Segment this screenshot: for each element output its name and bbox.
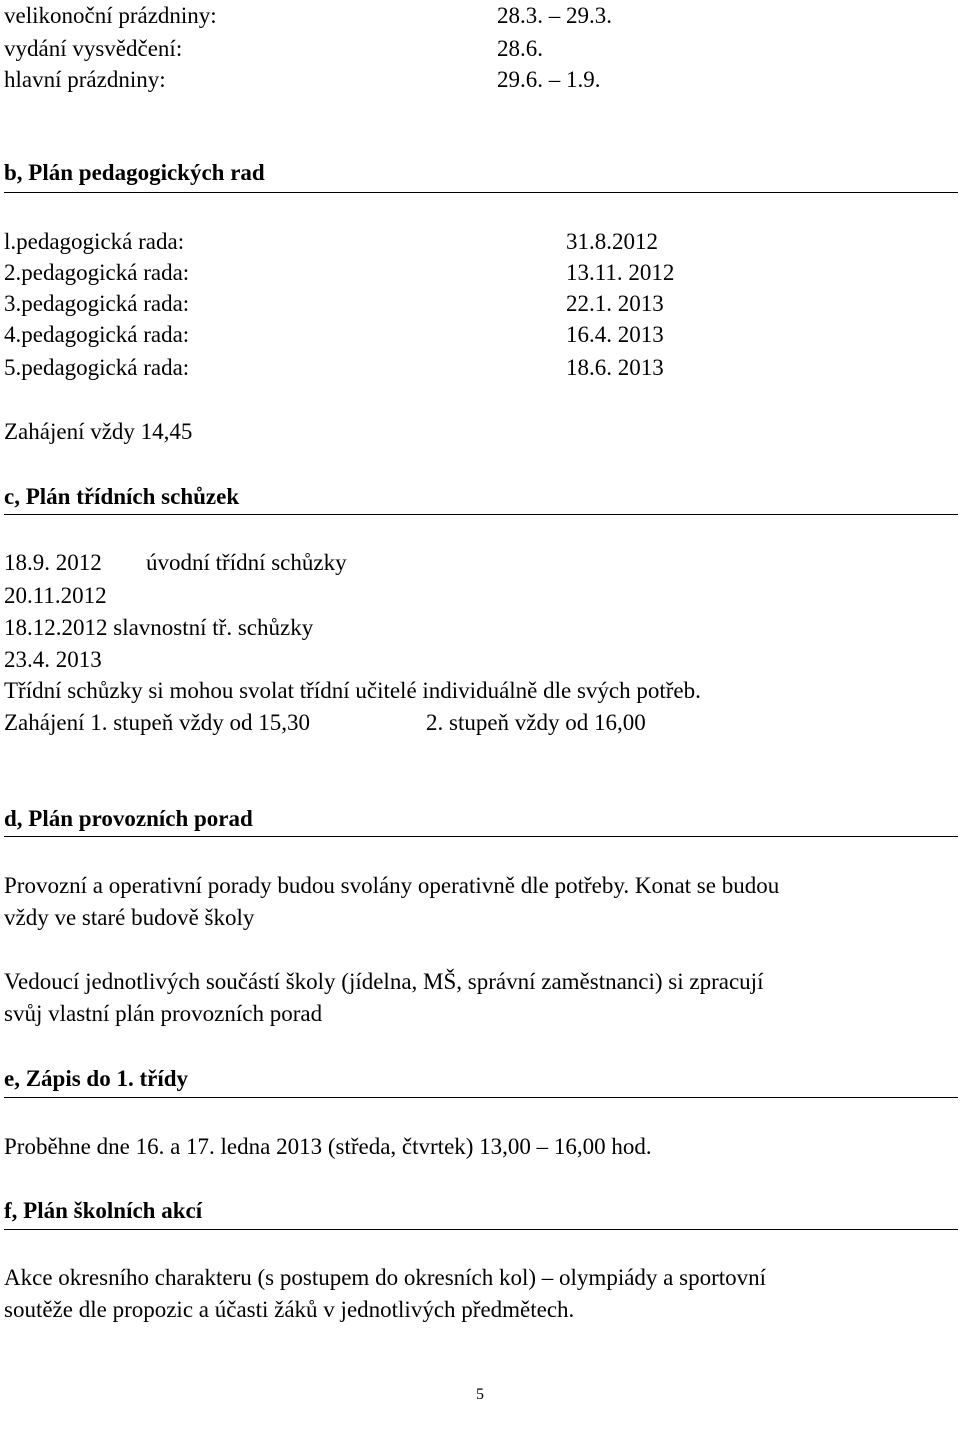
vacation-label-report: vydání vysvědčení: [4,36,183,61]
section-d-heading: d, Plán provozních porad [4,806,253,831]
vacation-label-summer: hlavní prázdniny: [4,67,166,92]
section-e-heading: e, Zápis do 1. třídy [4,1066,189,1091]
meeting-4: 23.4. 2013 [4,647,102,672]
ped-rada-3-date: 22.1. 2013 [566,291,664,316]
ped-rada-1-date: 31.8.2012 [566,229,658,254]
section-d-para2-line2: svůj vlastní plán provozních porad [4,1001,323,1026]
section-b-rule [4,192,958,193]
meeting-start-second: 2. stupeň vždy od 16,00 [426,710,646,735]
meeting-2: 20.11.2012 [4,583,107,608]
ped-rada-start-note: Zahájení vždy 14,45 [4,419,193,444]
section-e-text: Proběhne dne 16. a 17. ledna 2013 (středa, čtvrtek) 13,00 – 16,00 hod. [4,1134,652,1159]
ped-rada-2-label: 2.pedagogická rada: [4,260,190,285]
section-c-heading: c, Plán třídních schůzek [4,484,240,509]
meeting-start-first: Zahájení 1. stupeň vždy od 15,30 [4,710,310,735]
vacation-value-summer: 29.6. – 1.9. [497,67,601,92]
section-f-line2: soutěže dle propozic a účasti žáků v jednotlivých předmětech. [4,1297,575,1322]
ped-rada-3-label: 3.pedagogická rada: [4,291,190,316]
ped-rada-1-label: l.pedagogická rada: [4,229,185,254]
section-b-heading: b, Plán pedagogických rad [4,160,265,185]
meeting-note: Třídní schůzky si mohou svolat třídní učitelé individuálně dle svých potřeb. [4,678,701,703]
meeting-1-desc: úvodní třídní schůzky [146,550,347,575]
section-e-rule [4,1097,958,1098]
section-c-rule [4,514,958,515]
section-d-para1-line2: vždy ve staré budově školy [4,905,255,930]
vacation-label-easter: velikonoční prázdniny: [4,3,217,28]
section-f-rule [4,1229,958,1230]
vacation-value-easter: 28.3. – 29.3. [497,3,612,28]
ped-rada-4-label: 4.pedagogická rada: [4,322,190,347]
ped-rada-2-date: 13.11. 2012 [566,260,675,285]
section-d-para1-line1: Provozní a operativní porady budou svolány operativně dle potřeby. Konat se budou [4,873,780,898]
section-d-rule [4,836,958,837]
vacation-value-report: 28.6. [497,36,543,61]
ped-rada-4-date: 16.4. 2013 [566,322,664,347]
section-d-para2-line1: Vedoucí jednotlivých součástí školy (jídelna, MŠ, správní zaměstnanci) si zpracují [4,969,764,994]
meeting-1-date: 18.9. 2012 [4,550,102,575]
ped-rada-5-date: 18.6. 2013 [566,355,664,380]
page-number: 5 [476,1386,484,1403]
ped-rada-5-label: 5.pedagogická rada: [4,355,190,380]
section-f-line1: Akce okresního charakteru (s postupem do okresních kol) – olympiády a sportovní [4,1265,767,1290]
meeting-3: 18.12.2012 slavnostní tř. schůzky [4,615,314,640]
section-f-heading: f, Plán školních akcí [4,1198,203,1223]
